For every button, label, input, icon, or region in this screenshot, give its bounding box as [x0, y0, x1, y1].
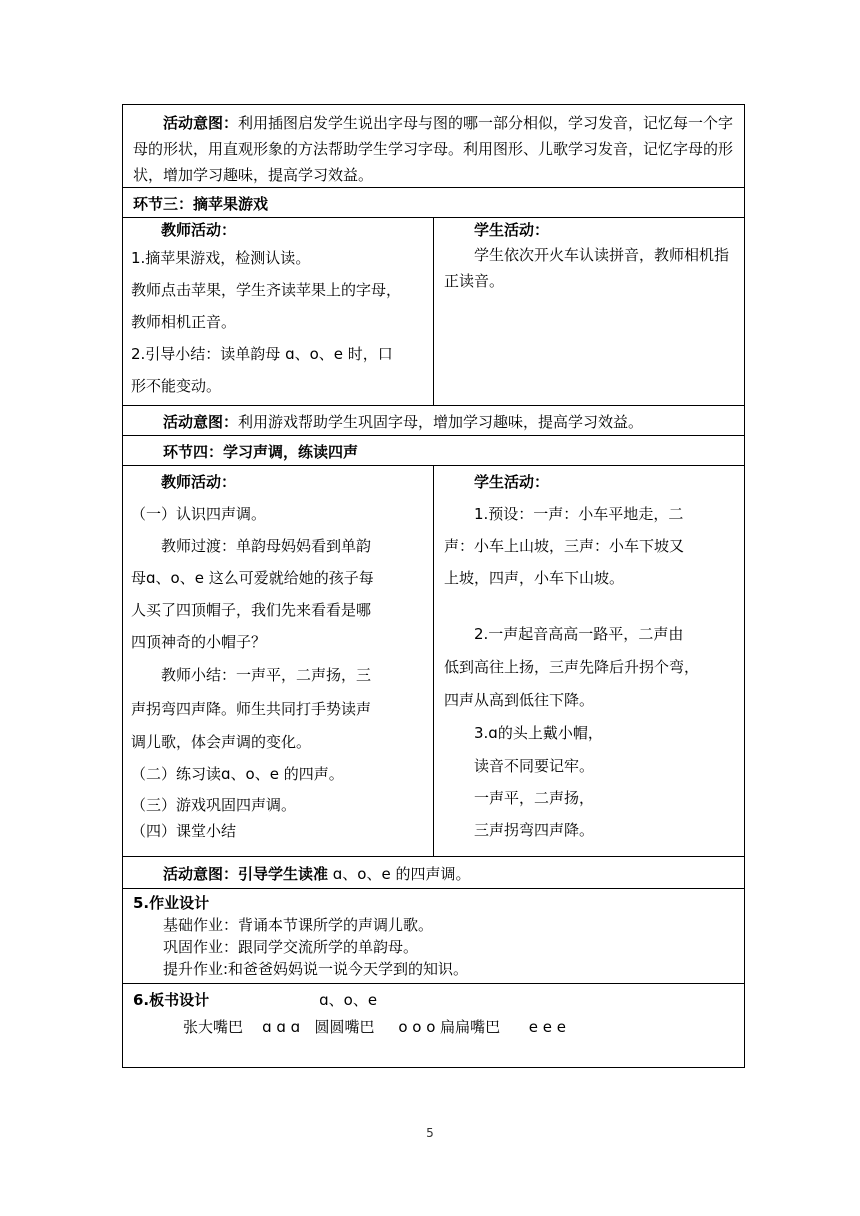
board-title-line [133, 988, 736, 1012]
homework-row [123, 889, 744, 984]
section4-student-title: 学生活动： [474, 473, 550, 491]
lesson-plan-table [122, 104, 745, 1068]
section4-teacher-line: 教师小结：一声平，二声扬，三 [161, 666, 372, 684]
section4-student-line: 1.预设：一声：小车平地走，二 [474, 505, 684, 523]
section4-teacher-line: 四顶神奇的小帽子？ [131, 633, 267, 651]
section3-title-row [123, 188, 744, 218]
homework-item: 基础作业：背诵本节课所学的声调儿歌。 [163, 916, 434, 934]
board-header: ɑ、o、e [319, 991, 378, 1009]
intent1-text: 利用插图启发学生说出字母与图的哪一部分相似，学习发音，记忆每一个字母的形状，用直观形象的方法帮助学生学习字母。利用图形、儿歌学习发音，记忆字母的形状，增加学习趣味，提高学习效益。 [133, 114, 734, 184]
section3-student-text: 学生依次开火车认读拼音，教师相机指正读音。 [444, 246, 730, 290]
board-row [123, 984, 744, 1067]
page-number: 5 [426, 1126, 434, 1140]
section4-teacher-line: （二）练习读ɑ、o、e 的四声。 [131, 765, 344, 783]
intent3-paragraph [133, 861, 736, 887]
section4-activities-row [123, 466, 744, 857]
intent1-row [123, 105, 744, 188]
section4-student-line: 上坡，四声，小车下山坡。 [444, 569, 625, 587]
homework-title: 5.作业设计 [133, 894, 210, 912]
board-title: 6.板书设计 [133, 991, 210, 1009]
intent3-label: 活动意图：引导学生读准 [163, 865, 329, 883]
section4-student-line: 声：小车上山坡，三声：小车下坡又 [444, 537, 685, 555]
section4-teacher-title: 教师活动： [161, 473, 237, 491]
section3-teacher-line: 教师点击苹果，学生齐读苹果上的字母， [131, 281, 402, 299]
section3-teacher-title: 教师活动： [161, 221, 237, 239]
section4-teacher-line: 人买了四顶帽子，我们先来看看是哪 [131, 601, 372, 619]
intent1-paragraph [133, 110, 736, 188]
section4-teacher-line: 声拐弯四声降。师生共同打手势读声 [131, 700, 372, 718]
section4-teacher-cell [123, 466, 434, 856]
section4-student-line: 2.一声起音高高一路平，二声由 [474, 625, 684, 643]
intent2-paragraph [133, 409, 736, 435]
section4-teacher-line: （一）认识四声调。 [131, 505, 267, 523]
section4-student-line: 一声平，二声扬， [474, 789, 595, 807]
section3-student-title: 学生活动： [474, 221, 550, 239]
section3-student-cell [434, 218, 744, 405]
section4-teacher-line: 调儿歌，体会声调的变化。 [131, 733, 312, 751]
section3-teacher-cell [123, 218, 434, 405]
section4-student-line: 3.ɑ的头上戴小帽， [474, 724, 603, 742]
intent3-text: ɑ、o、e 的四声调。 [328, 865, 471, 883]
section3-activities-row [123, 218, 744, 406]
homework-item: 提升作业:和爸爸妈妈说一说今天学到的知识。 [163, 960, 469, 978]
section3-title: 环节三：摘苹果游戏 [133, 195, 269, 213]
section3-teacher-line: 2.引导小结：读单韵母 ɑ、o、e 时，口 [131, 345, 393, 363]
section4-teacher-line: （三）游戏巩固四声调。 [131, 796, 297, 814]
section4-title: 环节四：学习声调，练读四声 [163, 443, 359, 461]
section4-title-row [123, 436, 744, 466]
section4-teacher-line: 教师过渡：单韵母妈妈看到单韵 [161, 537, 372, 555]
section4-teacher-line: 母ɑ、o、e 这么可爱就给她的孩子每 [131, 569, 374, 587]
section4-student-line: 三声拐弯四声降。 [474, 821, 595, 839]
intent1-label: 活动意图： [163, 114, 239, 132]
section4-student-line: 读音不同要记牢。 [474, 757, 595, 775]
intent2-row [123, 406, 744, 436]
intent2-text: 利用游戏帮助学生巩固字母，增加学习趣味，提高学习效益。 [238, 413, 644, 431]
section4-student-line: 四声从高到低往下降。 [444, 691, 595, 709]
section3-teacher-line: 教师相机正音。 [131, 313, 237, 331]
intent2-label: 活动意图： [163, 413, 239, 431]
section3-teacher-line: 形不能变动。 [131, 377, 222, 395]
homework-item: 巩固作业：跟同学交流所学的单韵母。 [163, 938, 419, 956]
section4-student-line: 低到高往上扬，三声先降后升拐个弯， [444, 658, 700, 676]
section4-student-cell [434, 466, 744, 856]
section4-teacher-line: （四）课堂小结 [131, 822, 237, 840]
section3-teacher-line: 1.摘苹果游戏，检测认读。 [131, 249, 311, 267]
intent3-row [123, 857, 744, 889]
board-line: 张大嘴巴 ɑ ɑ ɑ 圆圆嘴巴 o o o 扁扁嘴巴 e e e [183, 1018, 566, 1036]
